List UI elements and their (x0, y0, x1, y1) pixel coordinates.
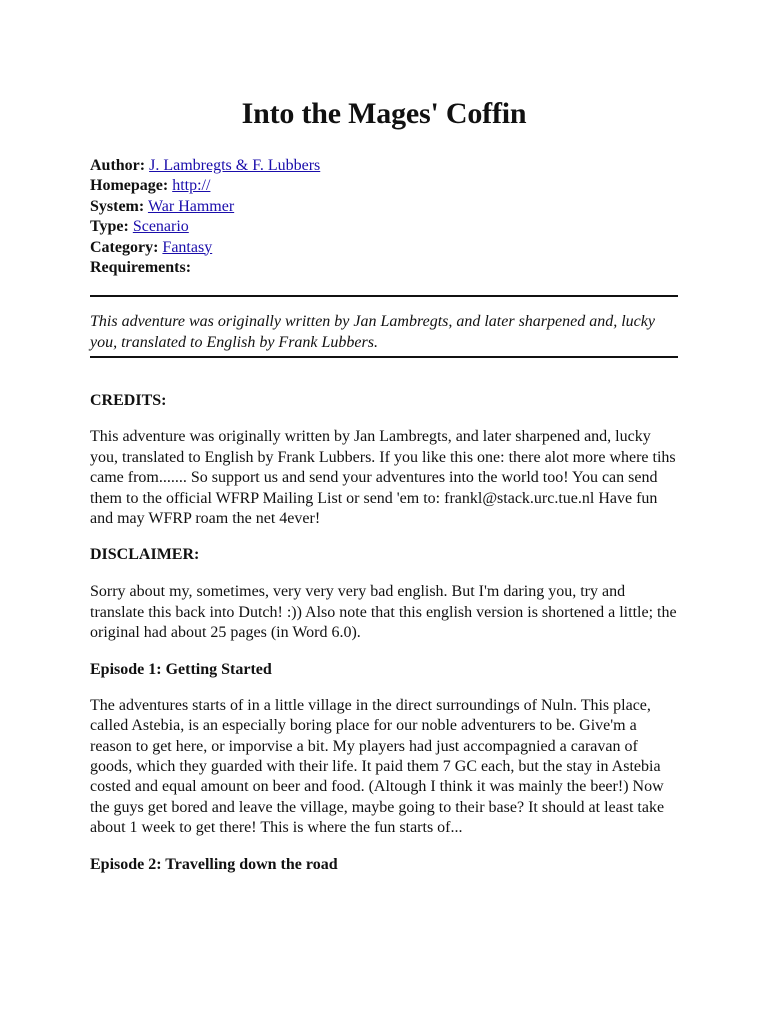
episode-2-heading: Episode 2: Travelling down the road (90, 855, 338, 873)
meta-author (90, 156, 678, 176)
meta-homepage-label: Homepage: (90, 177, 169, 195)
meta-category-label: Category: (90, 238, 159, 256)
system-link[interactable]: War Hammer (147, 197, 235, 215)
credits-text: This adventure was originally written by Jan Lambregts, and later sharpened and, lucky you, translated to English by Frank Lubbers. If you like this one: there alot more where tihs came from....... So support us and send your adventures into the world too! You can send them to the official WFRP Mailing List or send 'em to: frankl@stack.urc.tue.nl Have fun and may WFRP roam the net 4ever! (90, 428, 676, 528)
credits-heading: CREDITS: (90, 392, 167, 410)
author-link[interactable]: J. Lambregts & F. Lubbers (149, 157, 321, 174)
meta-type (90, 217, 678, 237)
episode-1-heading: Episode 1: Getting Started (90, 660, 272, 678)
intro-bottom-rule (90, 356, 678, 358)
meta-system (90, 197, 678, 217)
category-link[interactable]: Fantasy (162, 238, 213, 256)
meta-requirements-label: Requirements: (90, 259, 192, 277)
episode-1-text: The adventures starts of in a little village in the direct surroundings of Nuln. This place, called Astebia, is an especially boring place for our noble adventurers to be. Give'm a reason to get here, or imporvise a bit. My players had just accompagnied a caravan of goods, which they guarded with their life. It paid them 7 GC each, but the stay in Astebia costed and equal amount on beer and food. (Altough I think it was mainly the beer!) Now the guys get bored and leave the village, maybe going to their base? It should at least take about 1 week to get there! This is where the fun starts of... (90, 696, 665, 837)
homepage-link[interactable]: http:// (172, 177, 211, 195)
meta-requirements (90, 258, 678, 278)
meta-homepage (90, 176, 678, 196)
document-title: Into the Mages' Coffin (241, 97, 527, 130)
metadata-block (90, 156, 678, 278)
intro-summary: This adventure was originally written by Jan Lambregts, and later sharpened and, lucky you, translated to English by Frank Lubbers. (90, 313, 655, 352)
type-link[interactable]: Scenario (132, 218, 189, 236)
disclaimer-text: Sorry about my, sometimes, very very very bad english. But I'm daring you, try and translate this back into Dutch! :)) Also note that this english version is shortened a little; the original had about 25 pages (in Word 6.0). (90, 583, 677, 642)
meta-type-label: Type: (90, 218, 129, 236)
meta-category (90, 238, 678, 258)
disclaimer-heading: DISCLAIMER: (90, 546, 200, 564)
intro-top-rule (90, 295, 678, 297)
meta-author-label: Author: (90, 157, 146, 174)
meta-system-label: System: (90, 197, 145, 215)
